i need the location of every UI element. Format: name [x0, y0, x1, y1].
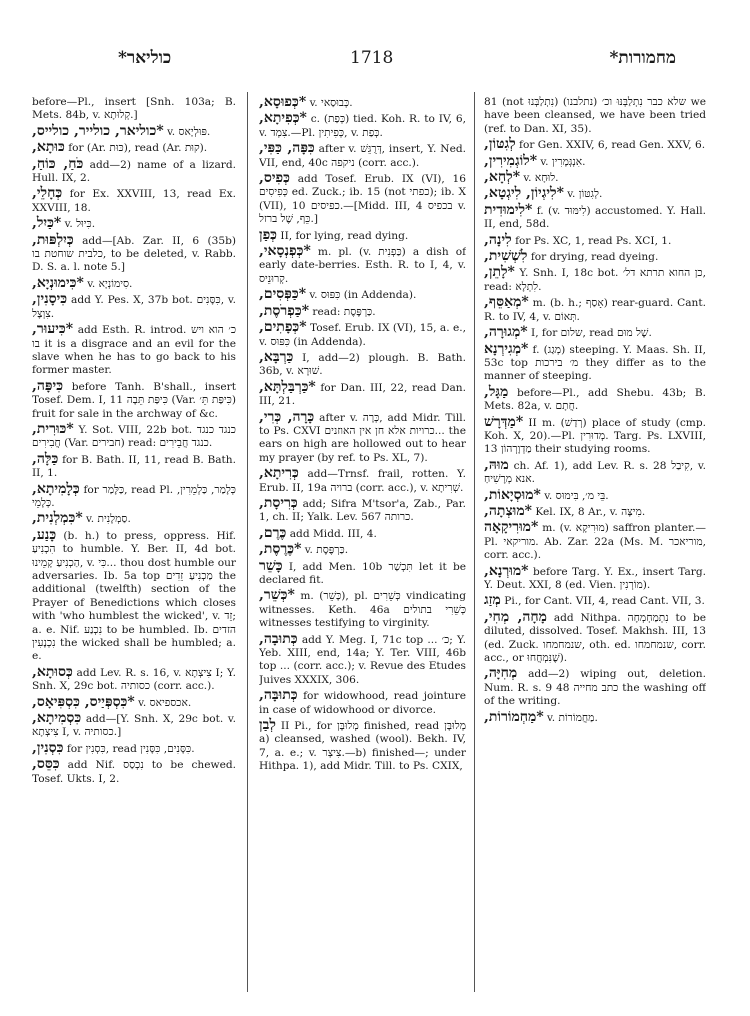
- dictionary-entry: [32, 274, 236, 291]
- page-number: 1718: [350, 48, 394, 68]
- entry-text: f. (מְגַג) steeping. Y. Maas. Sh. II, 53c top מ׳ בירכות they differ as to the manner of steeping.: [484, 343, 706, 383]
- dictionary-entry: [484, 608, 706, 666]
- entry-text: v. לוּחָא.: [523, 172, 559, 185]
- entry-headword: כַּלָּה,: [32, 450, 59, 467]
- entry-headword: כְּחָלֵי,: [32, 185, 63, 202]
- entry-text: v. כַּרְפֶּסֶת.: [304, 544, 349, 557]
- dictionary-entry: [32, 141, 236, 155]
- entry-text: after v. כְּרָה, add Midr. Till. to Ps. CXVI כרויות אלא חן אין האוזנים... the ears on high are hollowed out to hear my prayer (by ref. to Ps. XL, 7).: [259, 411, 466, 464]
- entry-text: for כִּסְנִין, read כִּסָּנִים, כִּסָּנִין.: [66, 742, 195, 755]
- dictionary-entry: [259, 408, 466, 466]
- entry-headword: *כְּשֵׁר,: [259, 587, 295, 604]
- entry-text: m. (v. מוּרִיקָא) saffron planter.—Pl. מוריקאי. Ab. Zar. 22a (Ms. M. מוריאכר, corr. acc.).: [484, 522, 706, 562]
- entry-headword: *לְחָא,: [484, 169, 521, 186]
- dictionary-entry: [484, 187, 706, 201]
- dictionary-entry: [259, 719, 466, 774]
- entry-headword: *כְּפְנְסָאי,: [259, 243, 311, 260]
- entry-headword: כָּרָה, כְּרִי,: [259, 408, 315, 425]
- entry-headword: *כַּרְבַּלְתָּא,: [259, 378, 316, 395]
- entry-headword: כִּיפָּה,: [32, 377, 64, 394]
- entry-headword: לִינָה,: [484, 231, 512, 248]
- dictionary-entry: [484, 231, 706, 248]
- entry-headword: כְּתוּבָּה,: [259, 687, 298, 704]
- dictionary-entry: [32, 377, 236, 421]
- entry-text: v. סַמְלָנִית.: [86, 513, 131, 526]
- entry-text: Y. Sot. VIII, 22b bot. כנגד כנגד חֲבִירִים (Var. חבירים) read: כנגד חֲבֵירִים.: [32, 423, 236, 450]
- dictionary-entry: [259, 112, 466, 140]
- entry-text: v. סִימוֹנְיָא.: [87, 277, 133, 290]
- dictionary-entry: [259, 689, 466, 717]
- entry-headword: כְּסוּתָא,: [32, 663, 73, 680]
- dictionary-entry: [484, 667, 706, 708]
- left-headword: כוליאר*: [118, 48, 172, 68]
- entry-text: (b. h.) to press, oppress. Hif. הִכְנִיעַ to humble. Y. Ber. II, 4d bot. הַכְנִיעַ קָמֵינוּ, v. כִּי... thou dost humble our adversaries. Ib. 5a top מַכְנִיעַ זֵדִים the additional (twelfth) section of the Prayer of Benedictions which closes with 'who humblest the wicked', v. זֵד; a. e. Nif. נִכְנַע to be humbled. Ib. הזדים נִכְנָעִין the wicked shall be humbled; a. e.: [32, 529, 236, 663]
- dictionary-entry: [484, 486, 706, 503]
- entry-headword: כְּתוּבָה,: [259, 630, 298, 647]
- entry-text: v. מַחֲמוֹרוֹת.: [547, 711, 598, 724]
- dictionary-entry: [259, 142, 466, 170]
- entry-headword: כְּרִיסָת,: [259, 494, 298, 511]
- entry-headword: לְגִטּוֹן,: [484, 136, 516, 153]
- entry-text: add Nithpa. נִתְמַחְמְחָה to be diluted, dissolved. Tosef. Makhsh. III, 13 (ed. Zuck. שנמחמחו, oth. ed. שנמחמחו, corr. acc., or שֶׁנִּמְחֲחוּ).: [484, 611, 706, 665]
- dictionary-entry: [32, 526, 236, 664]
- dictionary-entry: [259, 543, 466, 557]
- dictionary-entry: [259, 245, 466, 286]
- entry-text: add Nif. נִכְסַס to be chewed. Tosef. Ukts. I, 2.: [32, 759, 236, 785]
- entry-text: II, for lying, read dying.: [280, 229, 409, 242]
- dictionary-entry: [32, 323, 236, 378]
- dictionary-entry: [32, 420, 236, 451]
- entry-headword: *מוּצְתָה,: [484, 502, 533, 519]
- entry-headword: כְּיִלְפּוּת,: [32, 231, 74, 248]
- entry-text: for Dan. III, 22, read Dan. III, 21.: [259, 381, 466, 408]
- entry-headword: כִּיסָנִין,: [32, 291, 68, 308]
- entry-text: 81 (not נִתְלַבְּנוּ) (נתלבנו) שלא כבר נִתְלַבְּנּוּ וכ׳ we have been cleansed, we have been tried (ref. to Dan. XI, 35).: [484, 96, 706, 135]
- entry-headword: *כִּימוּנְיָא,: [32, 274, 84, 291]
- entry-headword: *מְגוּרָה,: [484, 324, 528, 341]
- dictionary-entry: [484, 296, 706, 324]
- dictionary-column-3: [484, 96, 706, 996]
- entry-text: I, add—2) plough. B. Bath. 36b, v. שׁוּרָא.: [259, 351, 466, 378]
- dictionary-entry: [484, 171, 706, 185]
- dictionary-entry: [32, 293, 236, 321]
- entry-text: add—Trnsf. frail, rotten. Y. Erub. II, 19a ברויה (corr. acc.), v. שְׁרִיתָא.: [259, 468, 466, 494]
- entry-headword: כִּסֵּס,: [32, 756, 60, 773]
- entry-text: for B. Bath. II, 11, read B. Bath. II, 1.: [32, 453, 236, 480]
- dictionary-entry: [32, 96, 236, 123]
- entry-text: ch. Af. 1), add Lev. R. s. 28 קִיבַל, v. אנא מְרָשִׁיחַ.: [484, 459, 706, 486]
- dictionary-column-1: [32, 96, 236, 996]
- entry-headword: מַגָּל,: [484, 383, 509, 400]
- entry-headword: כְּפִיס,: [259, 170, 290, 187]
- dictionary-entry: [259, 589, 466, 630]
- entry-headword: *לָתֵן,: [484, 264, 515, 281]
- entry-text: Y. Snh. I, 18c bot. כן החוא תרתא דל׳, read: לִתְלָא.: [484, 267, 706, 293]
- dictionary-entry: [32, 187, 236, 215]
- entry-text: add Esth. R. introd. כ׳ הוא ויש בו it is a disgrace and an evil for the slave when he has to go back to his former master.: [32, 324, 236, 377]
- entry-text: c. (כְּפַת) tied. Koh. R. to IV, 6, v. צִמְד.—Pl. כְּפִיתִין, v. כְּפַת.: [259, 113, 466, 139]
- entry-text: v. כִּיוּל.: [64, 218, 96, 231]
- dictionary-entry: [484, 502, 706, 519]
- dictionary-entry: [259, 494, 466, 525]
- entry-headword: כִּסְמִיתָא,: [32, 710, 82, 727]
- entry-text: II m. (רְדַשׁ) place of study (cmp. Koh. X, 20).—Pl. מְדוּרִין. Targ. Ps. LXVIII, 13 מַדְוָרְהוֹן their studying rooms.: [484, 416, 706, 456]
- entry-text: before Tanh. B'shall., insert Tosef. Dem. I, 11 כִּיפַּת תֵּבָה (Var. כִּיפַּת תֵּ׳) fruit for sale in the archway of &c.: [32, 380, 236, 420]
- dictionary-entry: [259, 172, 466, 227]
- dictionary-entry: [484, 250, 706, 264]
- entry-headword: כִּסְנִין,: [32, 739, 64, 756]
- entry-text: add—[Ab. Zar. II, 6 (35b) כלבית שוחטת בו, to be deleted, v. Rabb. D. S. a. l. note 5.]: [32, 234, 236, 274]
- entry-text: v. פּוּלְיָאס.: [167, 125, 211, 138]
- dictionary-entry: [259, 467, 466, 495]
- entry-text: after v. דְּרֻגֵּשׁ, insert, Y. Ned. VII, end, 40c ניקפה (corr. acc.).: [259, 143, 466, 169]
- entry-text: add—[Y. Snh. X, 29c bot. v. צִיצְתָא I, v. כסותיה.]: [32, 713, 236, 739]
- entry-text: v. אכספיאס.: [138, 696, 192, 709]
- dictionary-entry: [32, 450, 236, 481]
- entry-headword: *כְּפָתִים,: [259, 319, 307, 336]
- entry-headword: לְבַן: [259, 717, 276, 734]
- dictionary-entry: [32, 480, 236, 511]
- entry-headword: כְּפַן: [259, 226, 278, 243]
- entry-text: for כַּלָּמַר, read Pl. כְּלָמַר, כַּלְמֵרִין, כְּלָמֵי.: [32, 483, 236, 509]
- entry-text: for Ex. XXVIII, 13, read Ex. XXVIII, 18.: [32, 188, 236, 214]
- entry-headword: מְזַג: [484, 592, 501, 609]
- dictionary-entry: [259, 302, 466, 319]
- entry-text: for Ps. XC, 1, read Ps. XCI, 1.: [515, 234, 672, 247]
- dictionary-entry: [484, 326, 706, 340]
- entry-text: f. (v. לִימּוּד) accustomed. Y. Hall. II, end, 58d.: [484, 204, 706, 231]
- entry-text: add Midd. III, 4.: [289, 527, 377, 540]
- dictionary-entry: [32, 122, 236, 139]
- entry-headword: *כְּפִיתָא,: [259, 110, 307, 127]
- entry-headword: *מוּרְנָא,: [484, 562, 529, 579]
- dictionary-entry: [32, 712, 236, 740]
- dictionary-entry: [484, 594, 706, 608]
- entry-text: add Y. Meg. I, 71c top ... כ׳; Y. Yeb. XIII, end, 14a; Y. Ter. VIII, 46b top ... (corr. acc.); v. Revue des Etudes Juives XXXIX, 306.: [259, 633, 466, 686]
- column-divider: [474, 92, 475, 992]
- dictionary-entry: [259, 288, 466, 302]
- entry-text: v. בֵּי מ׳, בִּימוּס.: [544, 489, 609, 502]
- entry-text: before—Pl., insert [Snh. 103a; B. Mets. 84b, v. קְלוּתָא.]: [32, 96, 236, 122]
- dictionary-entry: [32, 663, 236, 694]
- dictionary-entry: [32, 758, 236, 786]
- dictionary-entry: [484, 456, 706, 487]
- entry-headword: *כִּמְלְנִית,: [32, 510, 83, 527]
- entry-headword: כּוּתָא,: [32, 139, 65, 156]
- entry-headword: *מְאַסֵּף,: [484, 294, 529, 311]
- entry-headword: *כּוּרִית,: [32, 420, 74, 437]
- dictionary-entry: [32, 217, 236, 231]
- dictionary-entry: [484, 340, 706, 384]
- entry-headword: לִשְׁשִׁית,: [484, 248, 528, 265]
- dictionary-entry: [32, 693, 236, 710]
- dictionary-entry: [259, 524, 466, 541]
- dictionary-entry: [259, 557, 466, 588]
- entry-headword: *כוליאר, כולייר, כולייס,: [32, 122, 164, 139]
- running-header: [0, 48, 750, 76]
- entry-text: m. (כָּשֵׁר), pl. כְּשֵׁרִים vindicating witnesses. Keth. 46a כְּשֵׁרִי בתולים witnesses testifying to virginity.: [259, 590, 466, 630]
- entry-text: I, add Men. 10b תִּכְשַׁר let it be declared fit.: [259, 560, 466, 586]
- entry-text: v. אִנְגְּמָרִין.: [540, 155, 586, 168]
- entry-headword: כִּפָּה, כַּפִּי,: [259, 140, 315, 157]
- entry-text: before Targ. Y. Ex., insert Targ. Y. Deut. XXI, 8 (ed. Vien. מוֹרְנִין).: [484, 565, 706, 591]
- entry-headword: כָּשֵׁר: [259, 557, 283, 574]
- column-divider: [247, 92, 248, 992]
- entry-text: Pi., for Cant. VII, 4, read Cant. VII, 3.: [504, 595, 705, 608]
- entry-text: add—2) name of a lizard. Hull. IX, 2.: [32, 158, 236, 185]
- entry-headword: *מוּרִיקָאָה: [484, 519, 539, 536]
- entry-headword: כֶּרֶם,: [259, 524, 287, 541]
- dictionary-entry: [259, 226, 466, 243]
- dictionary-entry: [484, 152, 706, 169]
- dictionary-entry: [484, 413, 706, 457]
- entry-headword: *מַדְּרָשׁ: [484, 413, 524, 430]
- dictionary-column-2: [259, 96, 466, 996]
- dictionary-entry: [259, 321, 466, 349]
- entry-text: add Y. Pes. X, 37b bot. כִּסָּנִים, v. צִוְצָל.: [32, 294, 236, 320]
- entry-headword: *כִּסְפְּיַיס, כִּסְפִּיאָס,: [32, 693, 135, 710]
- entry-headword: מָחָה, מְחִי,: [484, 608, 547, 625]
- entry-headword: *מַחְמוֹרוֹת,: [484, 708, 544, 725]
- dictionary-entry: [259, 348, 466, 379]
- entry-text: m. pl. (v. כַּפְנִית) a dish of early date-berries. Esth. R. to I, 4, v. קְרוּנֵיס.: [259, 246, 466, 285]
- entry-headword: *מְגִירְנָא: [484, 340, 529, 357]
- dictionary-entry: [484, 708, 706, 725]
- right-headword: מחמורות*: [609, 48, 676, 68]
- dictionary-entry: [484, 521, 706, 562]
- entry-headword: כַּרְבָּא,: [259, 348, 294, 365]
- entry-text: read: כַּרְפֶּסֶת.: [312, 305, 376, 318]
- dictionary-entry: [32, 155, 236, 186]
- entry-text: m. (b. h.; אָסַף) rear-guard. Cant. R. to IV, 4, v. תְּאוֹם.: [484, 297, 706, 323]
- dictionary-entry: [259, 96, 466, 110]
- dictionary-entry: [484, 383, 706, 414]
- entry-text: II Pi., for מְלוּבָּן finished, read מְלוּבָּן a) cleansed, washed (wool). Bekh. IV, 7, a. e.; v. צִיצְר.—b) finished—; under Hithpa. 1), add Midr. Till. to Ps. CXIX,: [259, 720, 466, 773]
- dictionary-entry: [32, 512, 236, 526]
- entry-headword: *כִּיעוּר,: [32, 321, 74, 338]
- entry-text: for (Ar. כּוּת), read (Ar. קוּת).: [68, 142, 208, 155]
- entry-headword: *לוֹגְמִירִין,: [484, 152, 538, 169]
- dictionary-entry: [484, 201, 706, 232]
- entry-headword: מוּהּ,: [484, 456, 509, 473]
- entry-text: Kel. IX, 8 Ar., v. מִיצָּה.: [535, 505, 646, 518]
- entry-text: for Gen. XXIV, 6, read Gen. XXV, 6.: [519, 139, 706, 152]
- entry-text: v. כְּבוּסַאי.: [309, 97, 353, 109]
- entry-text: I, for שלום, read שֶׁל מוּם.: [531, 327, 652, 340]
- entry-headword: כְּלָמִיתָא,: [32, 480, 80, 497]
- entry-headword: כְּרִיתָא,: [259, 465, 299, 482]
- dictionary-entry: [32, 739, 236, 756]
- dictionary-entry: [259, 378, 466, 409]
- entry-headword: *כֶּרֶסֶת,: [259, 541, 302, 558]
- entry-headword: *כְּפוּסָא,: [259, 96, 307, 110]
- entry-text: add—2) wiping out, deletion. Num. R. s. 9 48 כתב מחייה the washing off of the writing.: [484, 668, 706, 708]
- entry-text: Tosef. Erub. IX (VI), 15, a. e., v. כִּפּוּס (in Addenda).: [259, 322, 466, 348]
- entry-headword: *כַּיִל,: [32, 215, 62, 232]
- entry-text: before—Pl., add Shebu. 43b; B. Mets. 82a, v. חֲתָם.: [484, 386, 706, 413]
- entry-headword: כָּנַע,: [32, 526, 57, 543]
- entry-text: add Tosef. Erub. IX (VI), 16 כְּפִיסִים ed. Zuck.; ib. 15 (not כפתי); ib. X (VII), 10 כפיסים.—[Midd. III, 4 בכפיס v. כֵּף, שֶׁל ברזל.]: [259, 173, 466, 226]
- entry-headword: *לִיגְיוֹן, לִיגְטָא,: [484, 185, 564, 202]
- entry-headword: *מוּסְיָאוֹת,: [484, 486, 541, 503]
- dictionary-entry: [484, 96, 706, 136]
- entry-headword: מְחִיָּה,: [484, 665, 518, 682]
- entry-text: add Lev. R. s. 16, v. צִיצְתָא I; Y. Snh. X, 29c bot. כסותיה (corr. acc.).: [32, 666, 236, 693]
- entry-text: add; Sifra M'tsor'a, Zab., Par. 1, ch. II; Yalk. Lev. 567 כרותה.: [259, 497, 466, 524]
- dictionary-entry: [259, 630, 466, 688]
- entry-text: v. לְגִטּוֹן.: [567, 188, 603, 201]
- dictionary-entry: [32, 231, 236, 275]
- entry-text: v. כִּפּוּס (in Addenda).: [309, 289, 417, 302]
- dictionary-entry: [484, 266, 706, 294]
- entry-text: for drying, read dyeing.: [530, 251, 659, 264]
- dictionary-entry: [484, 138, 706, 152]
- entry-headword: כֹּחַ, כּוֹחַ,: [32, 155, 84, 172]
- entry-text: for widowhood, read jointure in case of widowhood or divorce.: [259, 690, 466, 716]
- entry-headword: *לִימוּדִית: [484, 201, 533, 218]
- dictionary-entry: [484, 562, 706, 593]
- entry-headword: *כַּפְרֹסֶת,: [259, 302, 310, 319]
- entry-headword: *כַּפְּסִים,: [259, 286, 307, 303]
